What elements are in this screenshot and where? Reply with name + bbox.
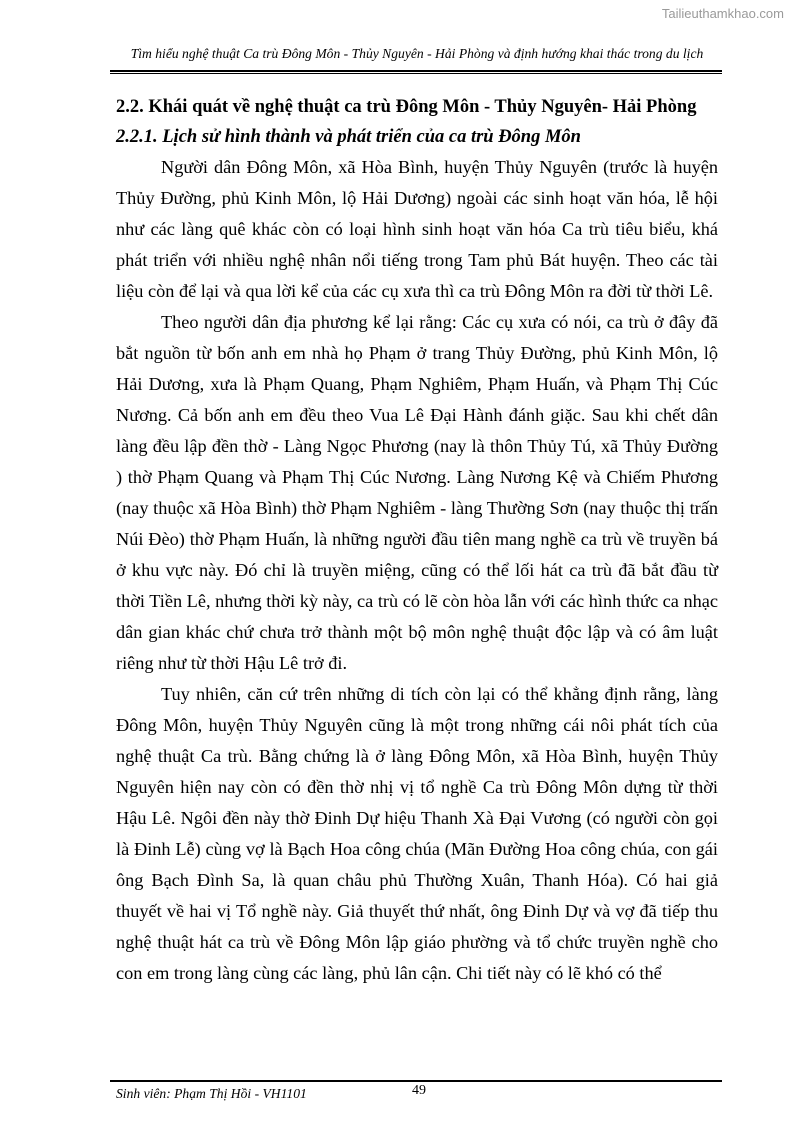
paragraph-1: Người dân Đông Môn, xã Hòa Bình, huyện Thủy Nguyên (trước là huyện Thủy Đường, phủ Kinh Môn, lộ Hải Dương) ngoài các sinh hoạt văn hóa, lễ hội như các làng quê khác còn có loại hình sinh hoạt văn hóa Ca trù tiêu biểu, khá phát triển với nhiều nghệ nhân nổi tiếng trong Tam phủ Bát huyện. Theo các tài liệu còn để lại và qua lời kể của các cụ xưa thì ca trù Đông Môn ra đời từ thời Lê. (116, 157, 718, 301)
page-number: 49 (412, 1083, 426, 1098)
running-header: Tìm hiểu nghệ thuật Ca trù Đông Môn - Thủy Nguyên - Hải Phòng và định hướng khai thác trong du lịch (130, 46, 704, 61)
section-title: 2.2. Khái quát về nghệ thuật ca trù Đông Môn - Thủy Nguyên- Hải Phòng (116, 97, 697, 117)
main-content (116, 92, 718, 989)
header-rule (110, 70, 722, 72)
paragraph-2: Theo người dân địa phương kể lại rằng: Các cụ xưa có nói, ca trù ở đây đã bắt nguồn từ bốn anh em nhà họ Phạm ở trang Thủy Đường, phủ Kinh Môn, lộ Hải Dương, xưa là Phạm Quang, Phạm Nghiêm, Phạm Huấn, và Phạm Thị Cúc Nương. Cả bốn anh em đều theo Vua Lê Đại Hành đánh giặc. Sau khi chết dân làng đều lập đền thờ - Làng Ngọc Phương (nay là thôn Thủy Tú, xã Thủy Đường ) thờ Phạm Quang và Phạm Thị Cúc Nương. Làng Nương Kệ và Chiếm Phương (nay thuộc xã Hòa Bình) thờ Phạm Nghiêm - làng Thường Sơn (nay thuộc thị trấn Núi Đèo) thờ Phạm Huấn, là những người đầu tiên mang nghề ca trù về truyền bá ở khu vực này. Đó chỉ là truyền miệng, cũng có thể lối hát ca trù đã bắt đầu từ thời Tiền Lê, nhưng thời kỳ này, ca trù có lẽ còn hòa lẫn với các hình thức ca nhạc dân gian khác chứ chưa trở thành một bộ môn nghệ thuật độc lập và có âm luật riêng như từ thời Hậu Lê trở đi. (116, 312, 718, 673)
subsection-title: 2.2.1. Lịch sử hình thành và phát triển của ca trù Đông Môn (116, 127, 581, 147)
watermark: Tailieuthamkhao.com (661, 6, 784, 21)
paragraph-3: Tuy nhiên, căn cứ trên những di tích còn lại có thể khẳng định rằng, làng Đông Môn, huyện Thủy Nguyên cũng là một trong những cái nôi phát tích của nghệ thuật Ca trù. Bằng chứng là ở làng Đông Môn, xã Hòa Bình, huyện Thủy Nguyên hiện nay còn có đền thờ nhị vị tổ nghề Ca trù Đông Môn dựng từ thời Hậu Lê. Ngôi đền này thờ Đinh Dự hiệu Thanh Xà Đại Vương (có người còn gọi là Đinh Lễ) cùng vợ là Bạch Hoa công chúa (Mãn Đường Hoa công chúa, con gái ông Bạch Đình Sa, là quan châu phủ Thường Xuân, Thanh Hóa). Có hai giả thuyết về hai vị Tổ nghề này. Giả thuyết thứ nhất, ông Đinh Dự và vợ đã tiếp thu nghệ thuật hát ca trù về Đông Môn lập giáo phường và tổ chức truyền nghề cho con em trong làng cùng các làng, phủ lân cận. Chi tiết này có lẽ khó có thể (116, 684, 718, 983)
header-rule-thin (110, 73, 722, 74)
footer-rule (110, 1080, 722, 1082)
footer-student: Sinh viên: Phạm Thị Hồi - VH1101 (116, 1086, 307, 1101)
